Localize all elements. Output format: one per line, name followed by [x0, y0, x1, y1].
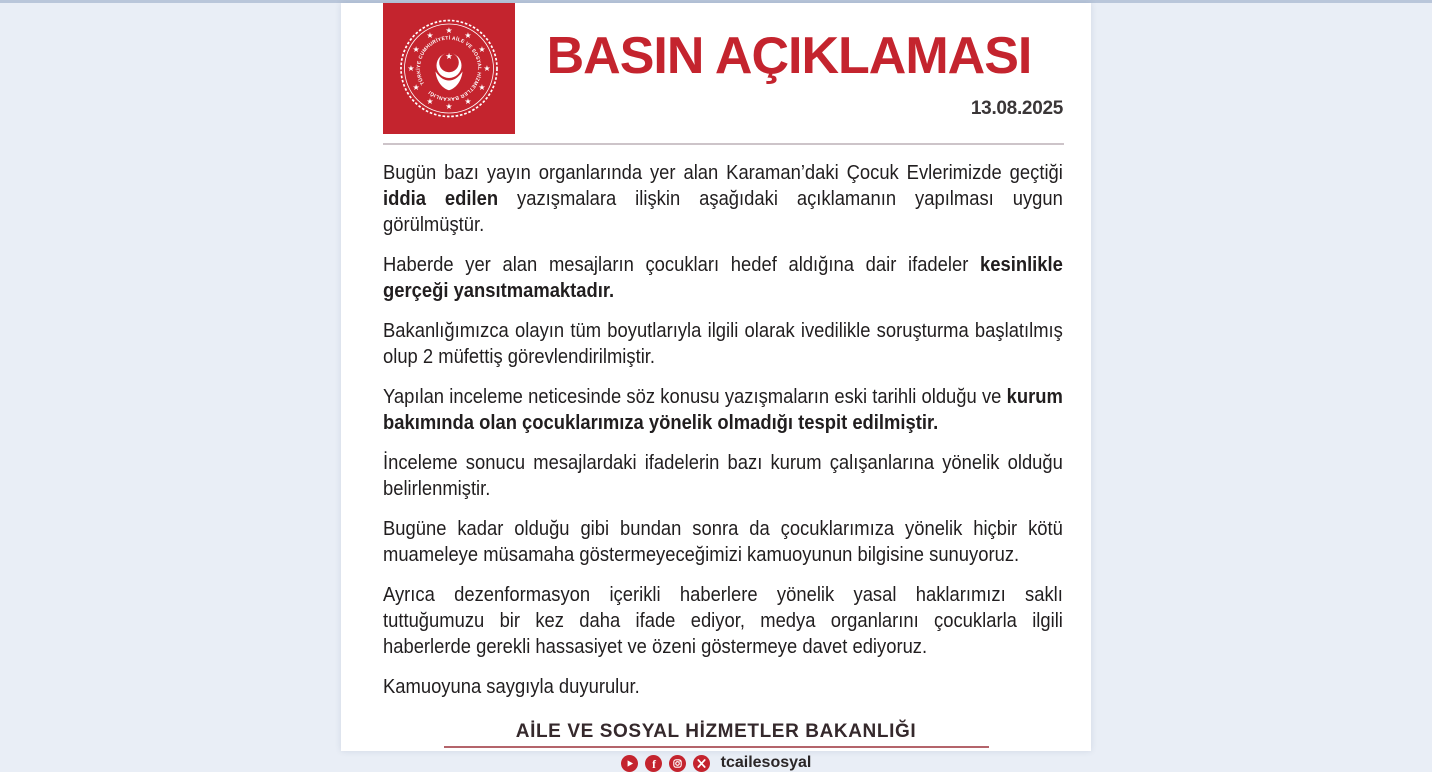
ministry-emblem	[383, 3, 515, 134]
emblem-ring-text: TÜRKİYE CUMHURİYETİ AİLE VE SOSYAL HİZMETLER BAKANLIĞI	[415, 35, 483, 102]
date-label: 13.08.2025	[970, 98, 1063, 119]
svg-text:★: ★	[412, 45, 420, 54]
svg-text:★: ★	[426, 96, 434, 106]
ministry-name: AİLE VE SOSYAL HİZMETLER BAKANLIĞI	[515, 721, 917, 742]
press-release-body	[383, 160, 1063, 700]
paragraph	[383, 252, 1063, 304]
text: Kamuoyuna saygıyla duyurulur.	[383, 676, 640, 698]
bold-text: kesinlikle gerçeği yansıtmamaktadır.	[383, 254, 1063, 302]
text: Bakanlığımızca olayın tüm boyutlarıyla ilgili olarak ivedilikle soruşturma başlatılmış olup 2 müfettiş görevlendirilmiştir.	[383, 320, 1063, 368]
svg-text:★: ★	[464, 31, 472, 41]
footer-divider	[444, 746, 989, 748]
svg-text:★: ★	[478, 83, 486, 92]
paragraph	[383, 384, 1063, 436]
svg-text:★: ★	[445, 102, 453, 111]
header-divider	[383, 143, 1064, 145]
bold-text: iddia edilen	[383, 188, 499, 210]
paragraph	[383, 582, 1063, 660]
text: Bugüne kadar olduğu gibi bundan sonra da çocuklarımıza yönelik hiçbir kötü muameleye müsamaha göstermeyeceğimizi kamuoyunun bilgisine sunuyoruz.	[383, 518, 1063, 566]
bold-text: kurum bakımında olan çocuklarımıza yönelik olmadığı tespit edilmiştir.	[383, 386, 1063, 434]
paragraph	[383, 160, 1063, 238]
text: yazışmalara ilişkin aşağıdaki açıklamanın yapılması uygun görülmüştür.	[383, 188, 1063, 236]
press-release-document	[341, 3, 1091, 771]
social-row	[341, 754, 1091, 772]
svg-text:★: ★	[412, 83, 420, 92]
text: Yapılan inceleme neticesinde söz konusu yazışmaların eski tarihli olduğu ve	[383, 386, 1007, 408]
svg-text:★: ★	[464, 96, 472, 106]
instagram-icon	[669, 755, 686, 772]
header-title-area	[515, 3, 1063, 134]
ministry-emblem-graphic	[383, 3, 515, 134]
paragraph	[383, 450, 1063, 502]
svg-text:★: ★	[478, 45, 486, 54]
svg-text:★: ★	[483, 64, 491, 73]
facebook-icon	[645, 755, 662, 772]
text: Ayrıca dezenformasyon içerikli haberlere yönelik yasal haklarımızı saklı tuttuğumuzu bir kez daha ifade ediyor, medya organlarını çocuklarla ilgili haberlerde gerekli hassasiyet ve özeni göstermeye davet ediyoruz.	[383, 584, 1063, 658]
x-icon	[693, 755, 710, 772]
text: İnceleme sonucu mesajlardaki ifadelerin bazı kurum çalışanlarına yönelik olduğu belirlenmiştir.	[383, 452, 1063, 500]
svg-text:f: f	[651, 758, 656, 771]
paragraph	[383, 516, 1063, 568]
text: Bugün bazı yayın organlarında yer alan Karaman’daki Çocuk Evlerimizde geçtiği	[383, 162, 1063, 184]
youtube-icon	[621, 755, 638, 772]
document-header	[383, 3, 1063, 134]
svg-text:★: ★	[445, 52, 453, 62]
svg-text:★: ★	[407, 64, 415, 73]
paragraph	[383, 674, 1063, 700]
svg-text:★: ★	[445, 26, 453, 35]
paragraph	[383, 318, 1063, 370]
social-handle: tcailesosyal	[720, 754, 812, 771]
svg-text:★: ★	[426, 31, 434, 41]
text: Haberde yer alan mesajların çocukları hedef aldığına dair ifadeler	[383, 254, 981, 276]
document-footer	[341, 721, 1091, 772]
press-release-title: BASIN AÇIKLAMASI	[546, 27, 1032, 85]
